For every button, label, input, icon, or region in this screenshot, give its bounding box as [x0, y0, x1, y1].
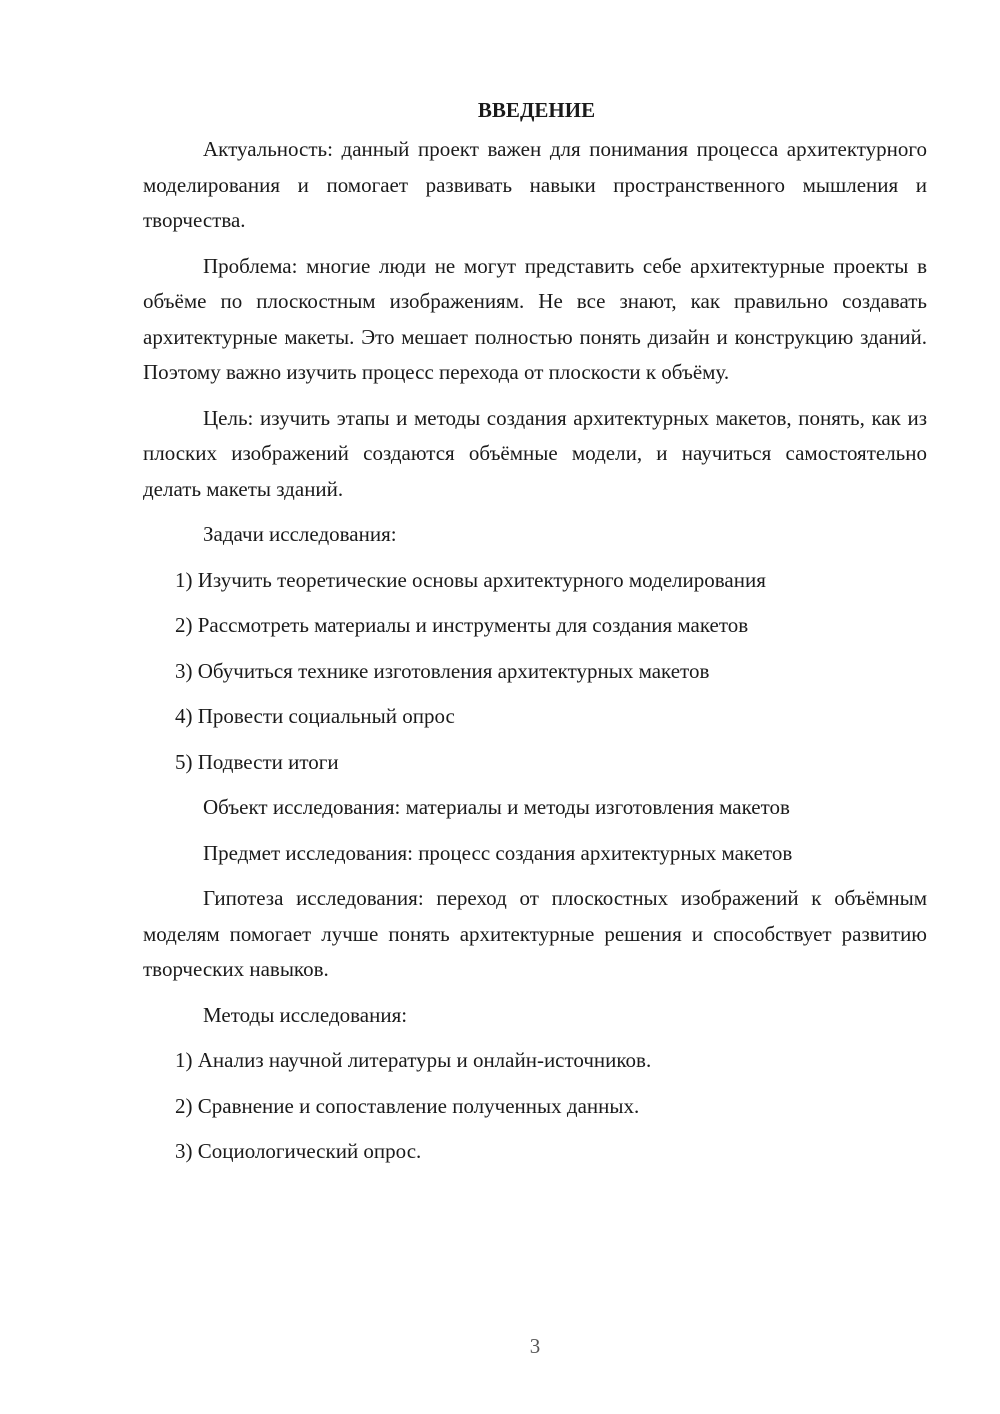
method-item: 1) Анализ научной литературы и онлайн-источников.: [175, 1048, 652, 1072]
problem-paragraph: Проблема: многие люди не могут представить себе архитектурные проекты в объёме по плоскостным изображениям. Не все знают, как правильно создавать архитектурные макеты. Это мешает полностью понять дизайн и конструкцию зданий. Поэтому важно изучить процесс перехода от плоскости к объёму.: [143, 253, 927, 384]
object-paragraph: Объект исследования: материалы и методы изготовления макетов: [203, 795, 790, 819]
task-item: 4) Провести социальный опрос: [175, 704, 455, 728]
document-page: [143, 96, 927, 1180]
task-item: 5) Подвести итоги: [175, 749, 339, 774]
relevance-paragraph: Актуальность: данный проект важен для понимания процесса архитектурного моделирования и помогает развивать навыки пространственного мышления и творчества.: [143, 137, 927, 232]
method-item: 2) Сравнение и сопоставление полученных данных.: [175, 1093, 640, 1118]
hypothesis-paragraph: Гипотеза исследования: переход от плоскостных изображений к объёмным моделям помогает лучше понять архитектурные решения и способствует развитию творческих навыков.: [143, 886, 927, 981]
method-item: 3) Социологический опрос.: [175, 1139, 422, 1163]
page-number: 3: [529, 1334, 541, 1358]
task-item: 1) Изучить теоретические основы архитектурного моделирования: [175, 567, 766, 592]
tasks-title: Задачи исследования:: [203, 522, 397, 546]
section-heading: ВВЕДЕНИЕ: [477, 98, 596, 122]
goal-paragraph: Цель: изучить этапы и методы создания архитектурных макетов, понять, как из плоских изображений создаются объёмные модели, и научиться самостоятельно делать макеты зданий.: [143, 405, 927, 501]
task-item: 2) Рассмотреть материалы и инструменты для создания макетов: [175, 613, 749, 637]
methods-title: Методы исследования:: [203, 1002, 408, 1027]
task-item: 3) Обучиться технике изготовления архитектурных макетов: [175, 658, 710, 683]
subject-paragraph: Предмет исследования: процесс создания архитектурных макетов: [203, 840, 793, 865]
